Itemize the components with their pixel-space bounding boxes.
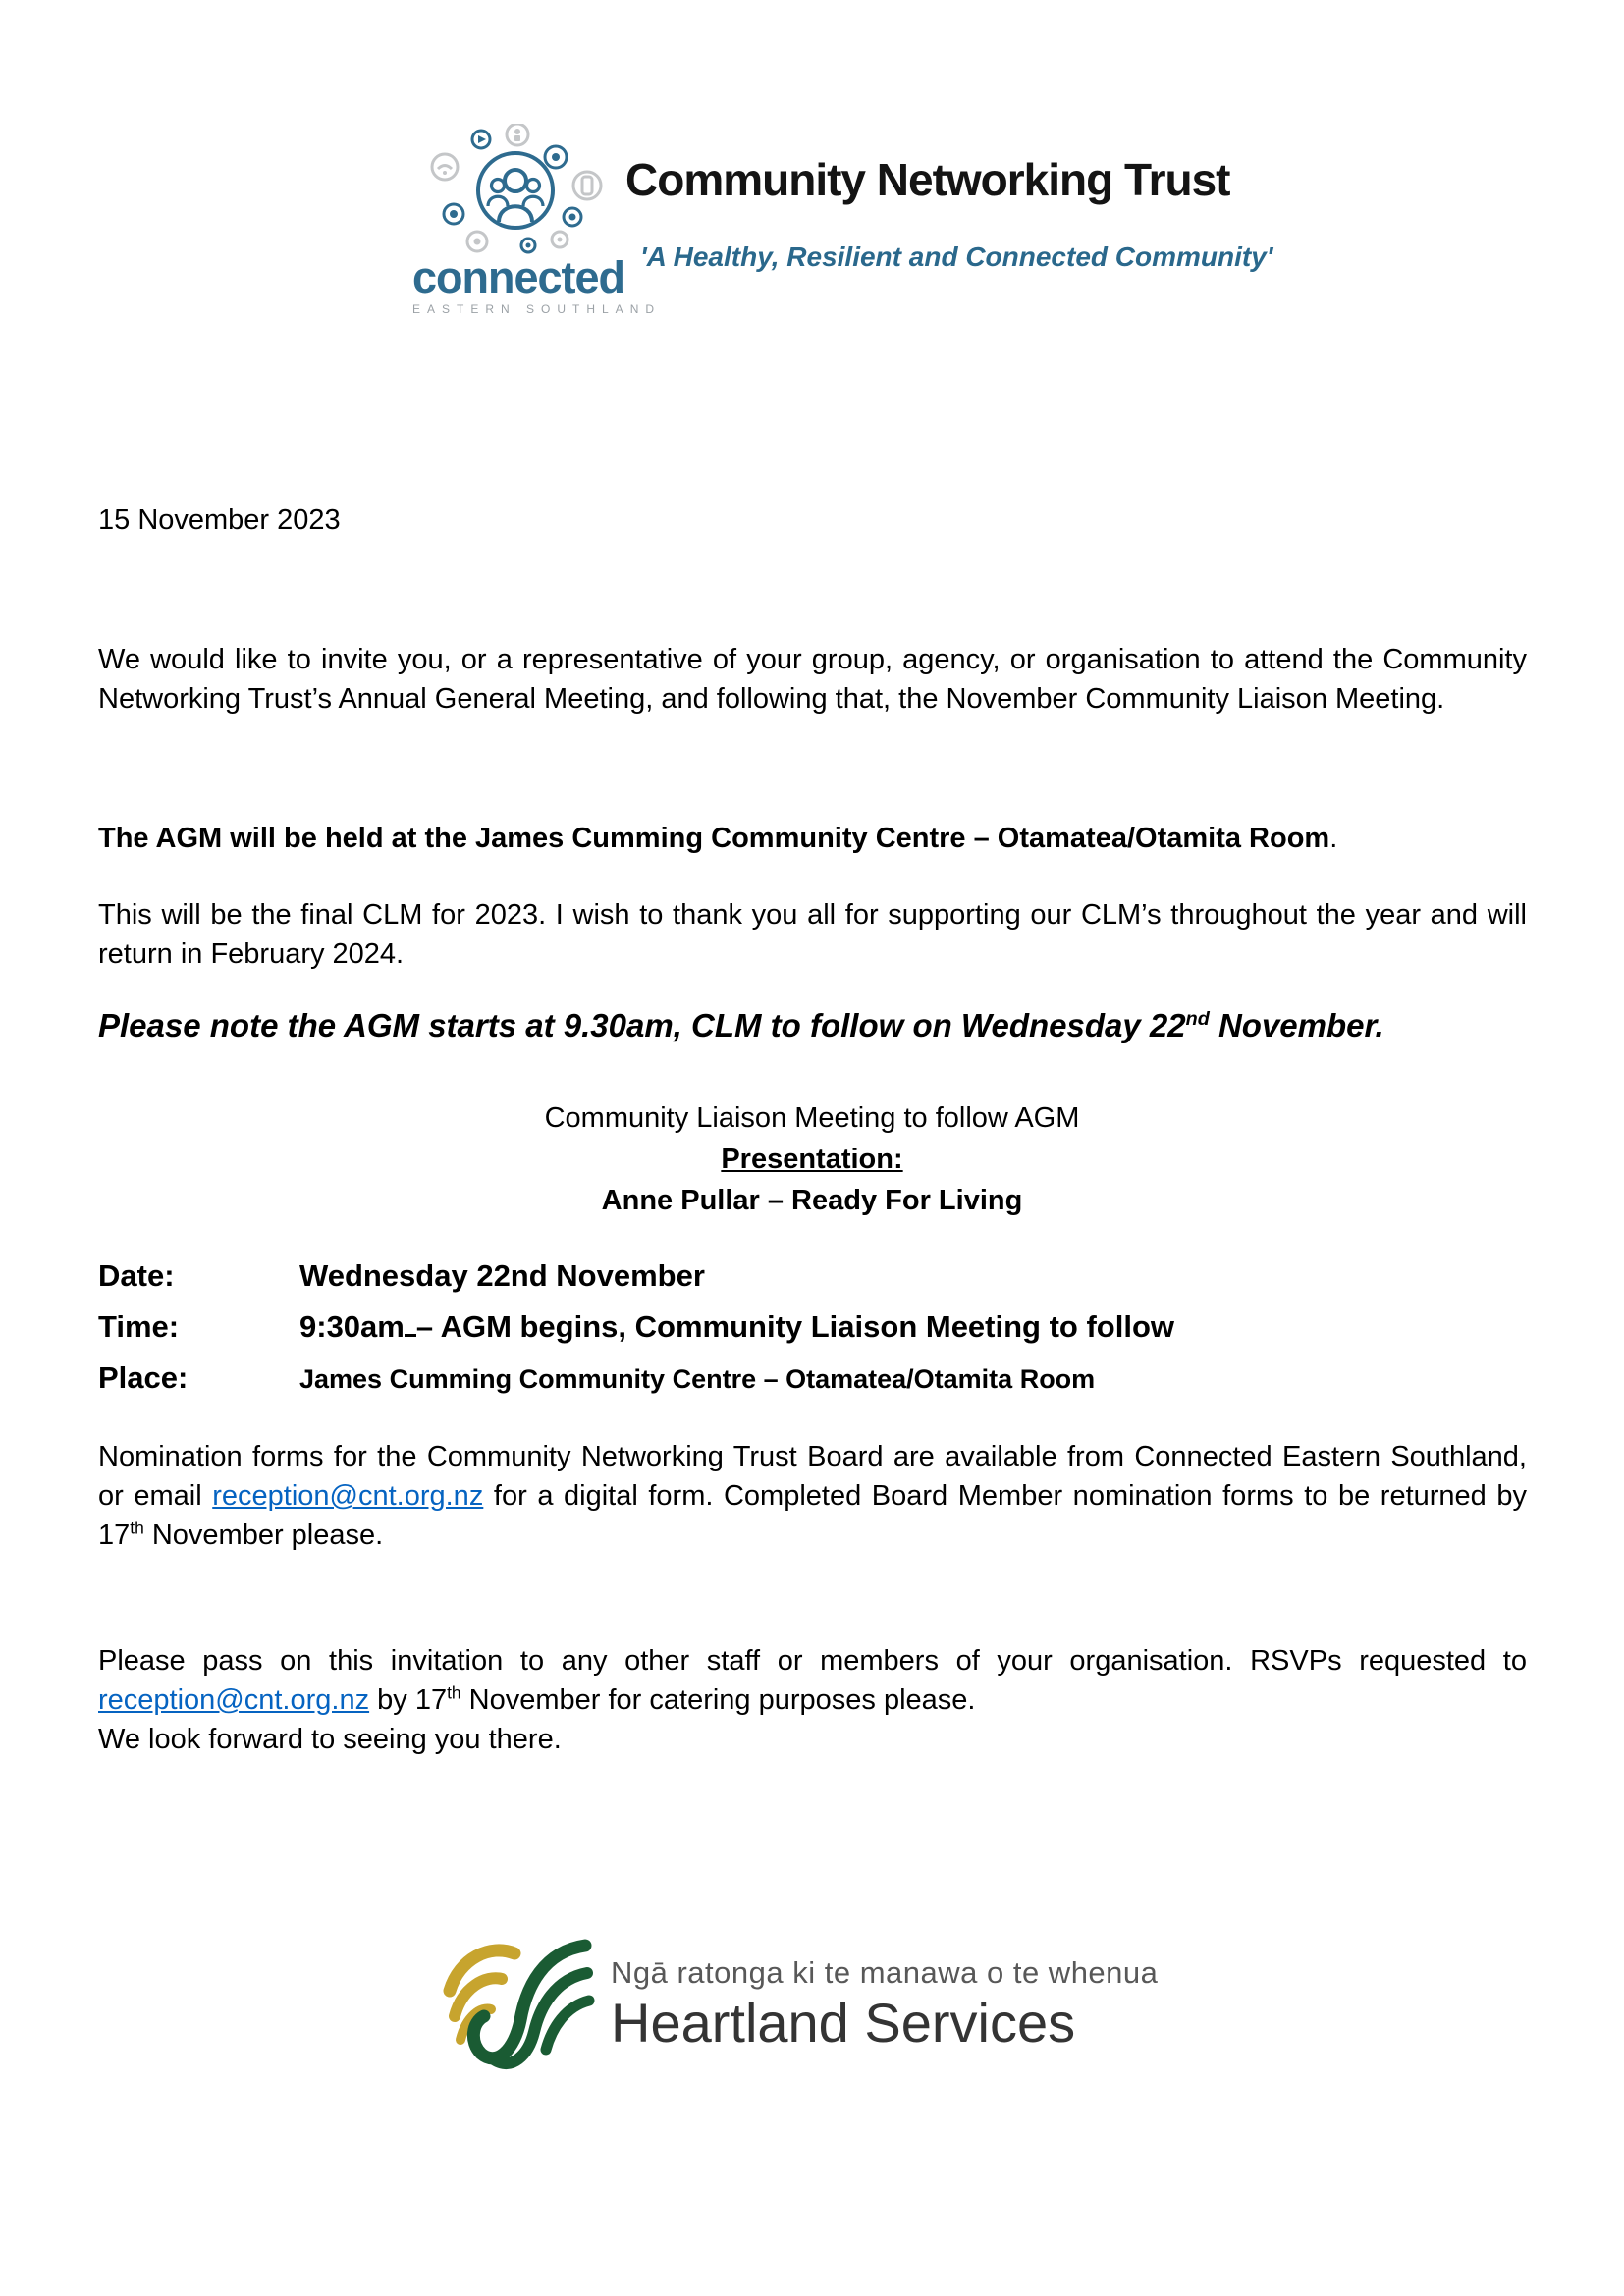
heartland-services-logo: [440, 1932, 1158, 2079]
date-label: Date:: [98, 1258, 175, 1293]
rsvp-superscript: th: [447, 1682, 461, 1703]
reception-email-link-2[interactable]: reception@cnt.org.nz: [98, 1684, 370, 1716]
agm-location-bold: The AGM will be held at the James Cumming Community Centre – Otamatea/Otamita Room: [98, 823, 1330, 854]
heartland-text-block: [611, 1932, 1158, 2055]
organisation-title: Community Networking Trust: [625, 154, 1230, 205]
schedule-place-row: [98, 1361, 1174, 1396]
time-value-rest: – AGM begins, Community Liaison Meeting to follow: [415, 1309, 1174, 1344]
heartland-waves-icon: [440, 1932, 595, 2079]
connected-logo-subtext: EASTERN SOUTHLAND: [412, 302, 662, 316]
clm-follow-line: Community Liaison Meeting to follow AGM: [544, 1102, 1080, 1134]
notice-superscript: nd: [1185, 1008, 1210, 1030]
intro-paragraph: We would like to invite you, or a representative of your group, agency, or organisation to attend the Community Networking Trust’s Annual General Meeting, and following that, the November Community Liaison Meeting.: [98, 644, 1527, 715]
rsvp-paragraph: [98, 1641, 1527, 1759]
connected-logo-word: connected: [412, 252, 625, 302]
nomination-text-3: November please.: [143, 1520, 384, 1551]
agm-location-period: .: [1329, 823, 1338, 854]
presentation-block: [0, 1097, 1624, 1221]
notice-text-tail: November.: [1209, 1007, 1384, 1043]
time-label: Time:: [98, 1309, 180, 1344]
presenter-line: Anne Pullar – Ready For Living: [601, 1185, 1023, 1216]
schedule-date-row: [98, 1258, 1174, 1294]
heartland-brand-name: Heartland Services: [611, 1992, 1076, 2054]
connected-network-icon: [412, 124, 619, 255]
letter-date: 15 November 2023: [98, 505, 341, 536]
connected-logo: [412, 124, 662, 316]
nomination-text-2: for a digital form. Completed Board Member nomination forms to be returned by 17: [98, 1480, 1527, 1551]
nomination-text-1: Nomination forms for the Community Networking Trust Board are available from Connected Eastern Southland, or email: [98, 1441, 1527, 1512]
underlined-space: [405, 1312, 416, 1337]
rsvp-text-1: Please pass on this invitation to any other staff or members of your organisation. RSVPs requested to: [98, 1645, 1527, 1677]
organisation-tagline: 'A Healthy, Resilient and Connected Community': [640, 241, 1273, 272]
maori-tagline: Ngā ratonga ki te manawa o te whenua: [611, 1955, 1159, 1990]
nomination-superscript: th: [130, 1518, 144, 1538]
date-value: Wednesday 22nd November: [299, 1258, 705, 1293]
rsvp-text: [98, 1641, 1527, 1720]
rsvp-closing-line: We look forward to seeing you there.: [98, 1724, 562, 1755]
rsvp-text-2: by 17: [369, 1684, 448, 1716]
nomination-paragraph: [98, 1437, 1527, 1555]
schedule-time-row: [98, 1309, 1174, 1345]
presentation-heading: Presentation:: [721, 1144, 903, 1175]
reception-email-link[interactable]: reception@cnt.org.nz: [212, 1480, 484, 1512]
schedule-block: [98, 1258, 1174, 1412]
agm-location-line: [98, 819, 1527, 858]
place-label: Place:: [98, 1361, 189, 1395]
time-value-time: 9:30am: [299, 1309, 405, 1344]
notice-text: Please note the AGM starts at 9.30am, CLM to follow on Wednesday 22: [98, 1007, 1186, 1043]
clm-paragraph: This will be the final CLM for 2023. I wish to thank you all for supporting our CLM’s throughout the year and will return in February 2024.: [98, 899, 1527, 970]
agm-start-notice: [98, 1007, 1527, 1044]
rsvp-text-3: November for catering purposes please.: [460, 1684, 976, 1716]
place-value: James Cumming Community Centre – Otamatea/Otamita Room: [299, 1364, 1096, 1394]
